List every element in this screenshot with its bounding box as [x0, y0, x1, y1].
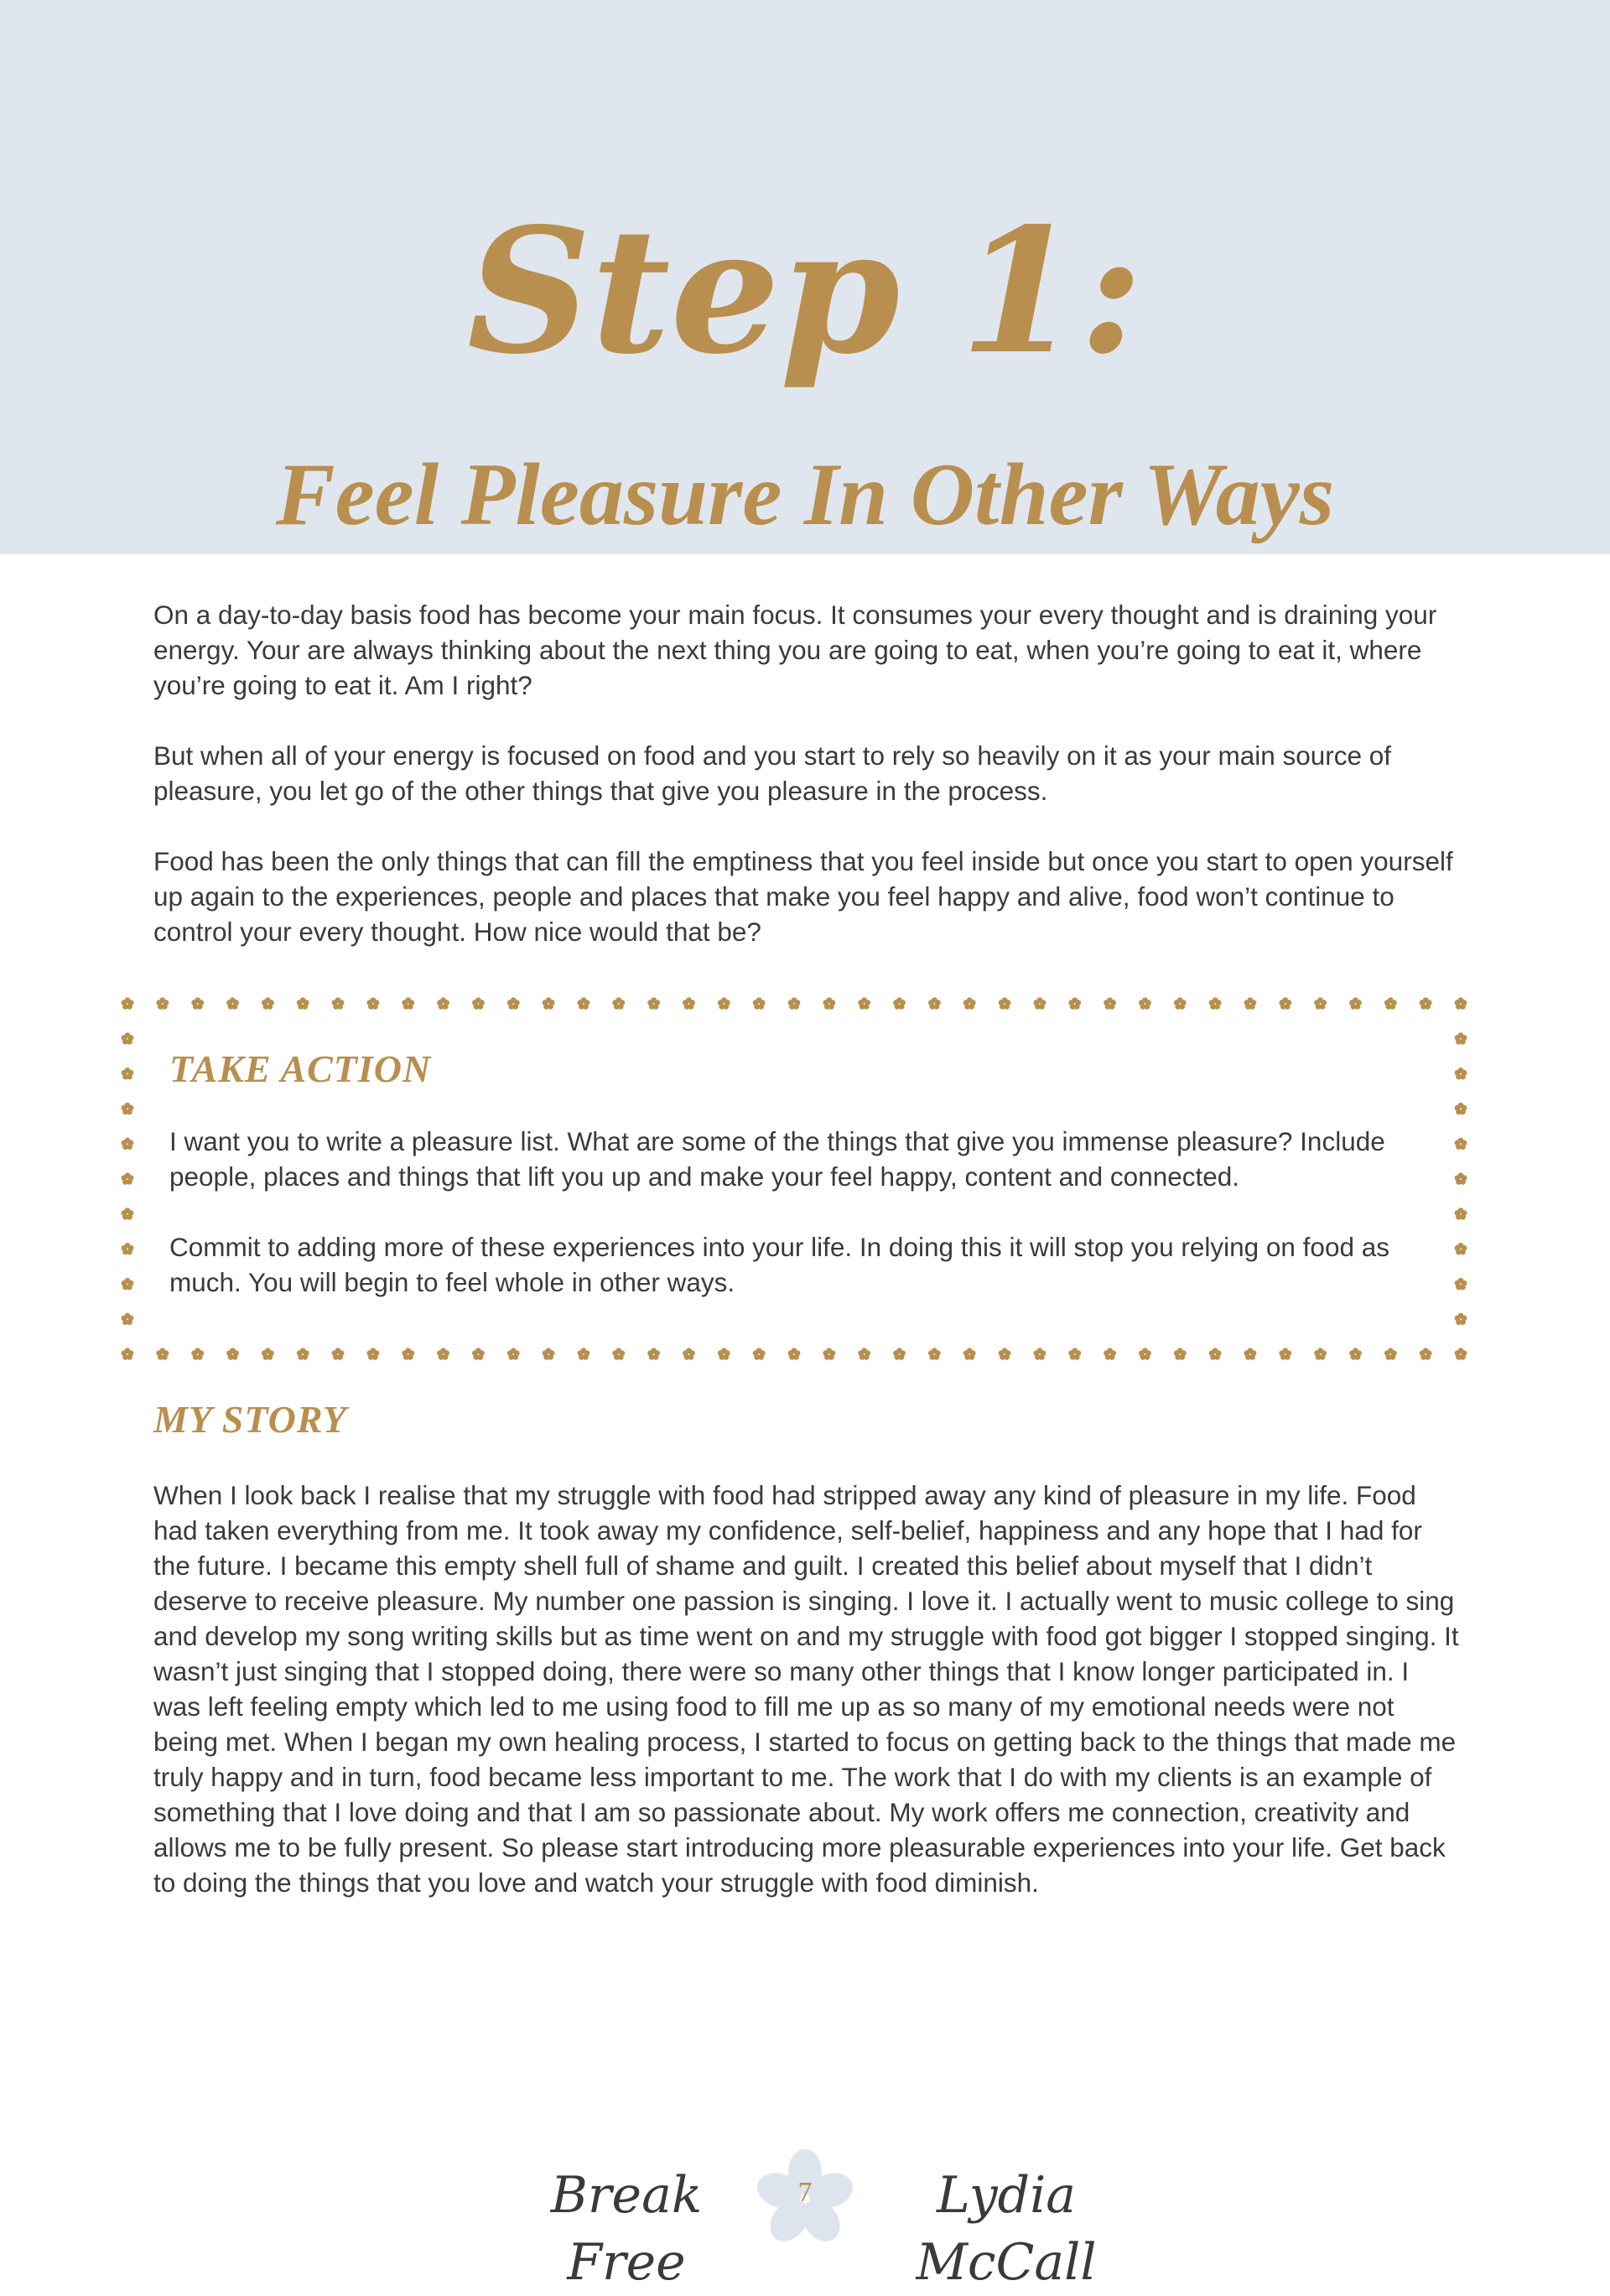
border-flower-icon [402, 1348, 414, 1359]
border-flower-icon [122, 1313, 134, 1325]
border-flower-icon [1455, 1032, 1467, 1044]
border-flower-icon [122, 1243, 134, 1254]
border-flower-icon [226, 1348, 239, 1359]
page-subtitle: Feel Pleasure In Other Ways [275, 445, 1335, 543]
take-action-title: TAKE ACTION [169, 1047, 432, 1090]
take-action-paragraph: Commit to adding more of these experiences into your life. In doing this it will stop you relying on food as much. You will begin to feel whole in other ways. [169, 1232, 1390, 1297]
border-flower-icon [402, 997, 414, 1009]
border-flower-icon [297, 997, 309, 1009]
border-flower-icon [683, 997, 695, 1009]
border-flower-icon [1314, 997, 1327, 1009]
border-flower-icon [1455, 1243, 1467, 1254]
border-flower-icon [437, 997, 449, 1009]
border-flower-icon [788, 997, 801, 1009]
border-flower-icon [1349, 997, 1362, 1009]
border-flower-icon [543, 997, 555, 1009]
border-flower-icon [1034, 997, 1046, 1009]
border-flower-icon [893, 997, 906, 1009]
border-flower-icon [753, 997, 766, 1009]
border-flower-icon [928, 997, 941, 1009]
my-story-paragraph: When I look back I realise that my struggle with food had stripped away any kind of pleasure in my life. Food had taken everything from me. It took away my confidence, self-belief, happiness and any hope that I had for the future. I became this empty shell full of shame and guilt. I created this belief about myself that I didn’t deserve to receive pleasure. My number one passion is singing. I love it. I actually went to music college to sing and develop my song writing skills but as time went on and my struggle with food got bigger I stopped singing. It wasn’t just singing that I stopped doing, there were so many other things that I know longer participated in. I was left feeling empty which led to me using food to fill me up as so many of my emotional needs were not being met. When I began my own healing process, I started to focus on getting back to the things that made me truly happy and in turn, food became less important to me. The work that I do with my clients is an example of something that I love doing and that I am so passionate about. My work offers me connection, creativity and allows me to be fully present. So please start introducing more pleasurable experiences into your life. Get back to doing the things that you love and watch your struggle with food diminish. [153, 1480, 1459, 1898]
border-flower-icon [683, 1348, 695, 1359]
border-flower-icon [718, 997, 730, 1009]
border-flower-icon [1068, 1348, 1081, 1359]
border-flower-icon [1279, 997, 1291, 1009]
border-flower-icon [1244, 997, 1257, 1009]
border-flower-icon [578, 997, 590, 1009]
border-flower-icon [1455, 1208, 1467, 1219]
border-flower-icon [893, 1348, 906, 1359]
border-flower-icon [543, 1348, 555, 1359]
intro-paragraph: But when all of your energy is focused on food and you start to rely so heavily on it as your main source of pleasure, you let go of the other things that give you pleasure in the process. [153, 740, 1392, 806]
border-flower-icon [1104, 997, 1116, 1009]
border-flower-icon [367, 1348, 380, 1359]
border-flower-icon [472, 997, 485, 1009]
border-flower-icon [999, 1348, 1011, 1359]
border-flower-icon [858, 997, 870, 1009]
border-flower-icon [191, 1348, 204, 1359]
border-flower-icon [1209, 997, 1222, 1009]
border-flower-icon [578, 1348, 590, 1359]
page-title: Step 1: [466, 191, 1144, 392]
take-action-box [117, 994, 1471, 1364]
border-flower-icon [1279, 1348, 1291, 1359]
border-flower-icon [788, 1348, 801, 1359]
border-flower-icon [1068, 997, 1081, 1009]
border-flower-icon [367, 997, 380, 1009]
border-flower-icon [437, 1348, 449, 1359]
brand-break-free: Break Free [550, 2166, 703, 2292]
border-flower-icon [612, 997, 625, 1009]
border-flower-icon [122, 1032, 134, 1044]
border-flower-icon [1104, 1348, 1116, 1359]
border-flower-icon [753, 1348, 766, 1359]
border-flower-icon [122, 1348, 134, 1359]
border-flower-icon [297, 1348, 309, 1359]
border-flower-icon [1455, 1278, 1467, 1290]
border-flower-icon [507, 997, 520, 1009]
border-flower-icon [122, 997, 134, 1009]
intro-section [153, 597, 1462, 984]
take-action-paragraph: I want you to write a pleasure list. What are some of the things that give you immense pleasure? Include people, places and things that lift you up and make your feel happy, content and connected. [169, 1126, 1385, 1192]
border-flower-icon [122, 1067, 134, 1079]
border-flower-icon [963, 997, 976, 1009]
take-action-text [169, 1124, 1427, 1335]
border-flower-icon [332, 997, 345, 1009]
border-flower-icon [156, 997, 169, 1009]
border-flower-icon [262, 997, 274, 1009]
border-flower-icon [1384, 1348, 1397, 1359]
border-flower-icon [262, 1348, 274, 1359]
border-flower-icon [1349, 1348, 1362, 1359]
border-flower-icon [1384, 997, 1397, 1009]
border-flower-icon [1455, 1103, 1467, 1114]
border-flower-icon [1139, 997, 1151, 1009]
border-flower-icon [507, 1348, 520, 1359]
my-story-section [153, 1478, 1462, 1935]
intro-paragraph: On a day-to-day basis food has become your main focus. It consumes your every thought and is draining your energy. Your are always thinking about the next thing you are going to eat, when you’re going to eat it, where you’re going to eat it. Am I right? [153, 600, 1437, 700]
intro-paragraph: Food has been the only things that can fill the emptiness that you feel inside but once you start to open yourself up again to the experiences, people and places that make you feel happy and alive, food won’t continue to control your every thought. How nice would that be? [153, 846, 1453, 947]
border-flower-icon [122, 1278, 134, 1290]
border-flower-icon [1420, 1348, 1432, 1359]
border-flower-icon [823, 1348, 835, 1359]
border-flower-icon [1034, 1348, 1046, 1359]
border-flower-icon [1174, 997, 1187, 1009]
border-flower-icon [1455, 1138, 1467, 1150]
border-flower-icon [823, 997, 835, 1009]
border-flower-icon [1455, 1313, 1467, 1325]
border-flower-icon [122, 1103, 134, 1114]
border-flower-icon [1455, 1172, 1467, 1184]
border-flower-icon [1455, 997, 1467, 1009]
border-flower-icon [1209, 1348, 1222, 1359]
border-flower-icon [226, 997, 239, 1009]
border-flower-icon [1244, 1348, 1257, 1359]
border-flower-icon [1314, 1348, 1327, 1359]
brand-lydia-mccall: Lydia McCall [916, 2166, 1097, 2292]
border-flower-icon [1455, 1067, 1467, 1079]
header-banner [0, 0, 1610, 554]
footer [0, 2147, 1610, 2292]
border-flower-icon [647, 997, 660, 1009]
border-flower-icon [122, 1172, 134, 1184]
border-flower-icon [1174, 1348, 1187, 1359]
my-story-title: MY STORY [153, 1398, 347, 1441]
border-flower-icon [999, 997, 1011, 1009]
border-flower-icon [122, 1208, 134, 1219]
border-flower-icon [647, 1348, 660, 1359]
border-flower-icon [963, 1348, 976, 1359]
border-flower-icon [332, 1348, 345, 1359]
border-flower-icon [1455, 1348, 1467, 1359]
border-flower-icon [612, 1348, 625, 1359]
border-flower-icon [1139, 1348, 1151, 1359]
page-number: 7 [797, 2177, 813, 2208]
border-flower-icon [928, 1348, 941, 1359]
border-flower-icon [858, 1348, 870, 1359]
border-flower-icon [1420, 997, 1432, 1009]
border-flower-icon [472, 1348, 485, 1359]
border-flower-icon [156, 1348, 169, 1359]
border-flower-icon [718, 1348, 730, 1359]
border-flower-icon [122, 1138, 134, 1150]
border-flower-icon [191, 997, 204, 1009]
